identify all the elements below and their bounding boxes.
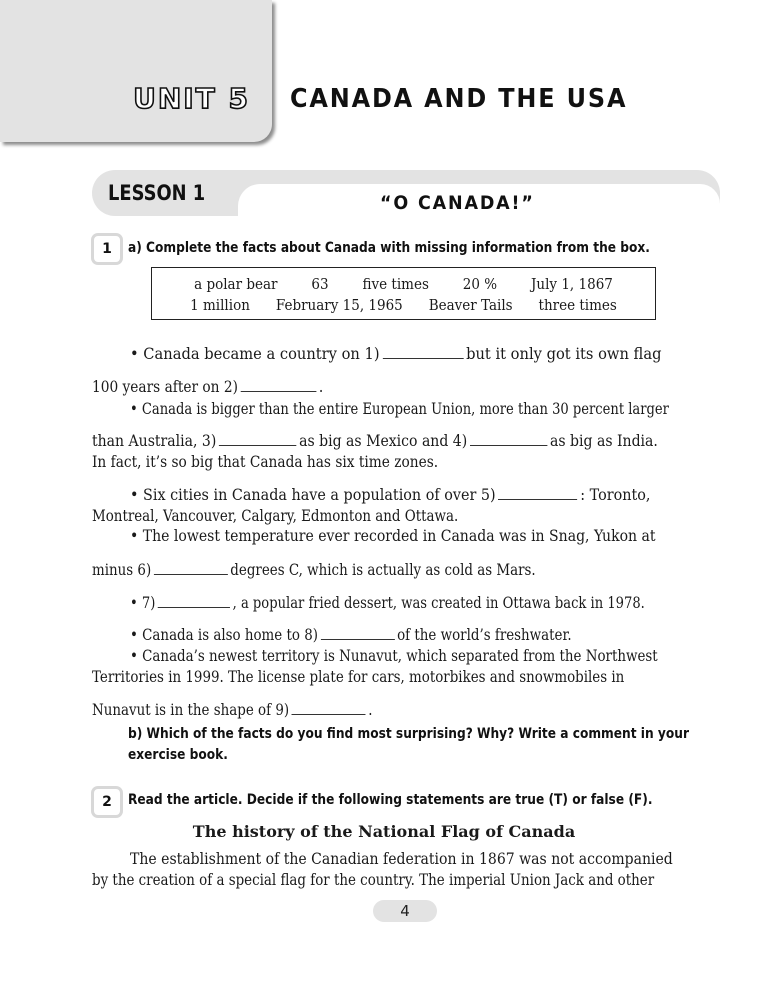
fact-text: • Canada’s newest territory is Nunavut, which separated from the Northwest xyxy=(130,647,658,665)
article-text: The establishment of the Canadian federation in 1867 was not accompanied xyxy=(130,850,673,868)
fact-text: • Six cities in Canada have a population of over 5) xyxy=(130,486,496,504)
fact-line xyxy=(92,701,694,719)
answer-blank-8[interactable] xyxy=(321,638,395,640)
article-line xyxy=(92,871,694,889)
fact-line xyxy=(130,400,732,418)
fact-text: , a popular fried dessert, was created in Ottawa back in 1978. xyxy=(232,594,645,612)
word-option: July 1, 1867 xyxy=(531,275,613,293)
word-option: Beaver Tails xyxy=(428,296,513,314)
fact-text: . xyxy=(368,701,373,719)
fact-line xyxy=(130,486,732,504)
answer-blank-3[interactable] xyxy=(219,444,296,446)
fact-text: • Canada is also home to 8) xyxy=(130,626,318,644)
fact-text: minus 6) xyxy=(92,561,152,579)
fact-text: • Canada became a country on 1) xyxy=(130,345,380,363)
unit-header-tab xyxy=(0,0,272,142)
fact-line xyxy=(130,594,732,612)
exercise-number-badge: 1 xyxy=(91,233,123,265)
part-b-instruction-cont: exercise book. xyxy=(128,747,228,763)
word-option: three times xyxy=(538,296,617,314)
fact-text: of the world’s freshwater. xyxy=(397,626,572,644)
fact-line xyxy=(130,345,720,363)
fact-line xyxy=(92,668,694,686)
answer-blank-5[interactable] xyxy=(498,498,577,500)
word-option: 63 xyxy=(311,275,329,293)
answer-blank-7[interactable] xyxy=(158,606,230,608)
answer-blank-2[interactable] xyxy=(241,390,317,392)
answer-blank-6[interactable] xyxy=(154,573,228,575)
answer-blank-4[interactable] xyxy=(470,444,547,446)
fact-text: degrees C, which is actually as cold as Mars. xyxy=(230,561,536,579)
fact-line xyxy=(130,626,732,644)
fact-text: In fact, it’s so big that Canada has six time zones. xyxy=(92,453,439,471)
fact-text: Nunavut is in the shape of 9) xyxy=(92,701,290,719)
word-box xyxy=(151,267,656,320)
exercise-number-badge: 2 xyxy=(91,786,123,818)
unit-title: CANADA AND THE USA xyxy=(290,84,628,114)
word-box-row xyxy=(177,296,630,314)
fact-text: as big as Mexico and 4) xyxy=(299,432,468,450)
fact-line xyxy=(92,561,694,579)
lesson-label: LESSON 1 xyxy=(108,181,206,205)
fact-text: Montreal, Vancouver, Calgary, Edmonton and Ottawa. xyxy=(92,507,459,525)
article-line xyxy=(130,850,732,868)
fact-text: . xyxy=(318,378,324,396)
fact-line xyxy=(130,527,732,545)
part-b-instruction: b) Which of the facts do you find most surprising? Why? Write a comment in your xyxy=(128,726,689,742)
fact-text: • The lowest temperature ever recorded in Canada was in Snag, Yukon at xyxy=(130,527,656,545)
page-number: 4 xyxy=(373,900,437,922)
lesson-title: “O CANADA!” xyxy=(380,192,535,214)
article-text: by the creation of a special flag for the country. The imperial Union Jack and other xyxy=(92,871,655,889)
article-title: The history of the National Flag of Canada xyxy=(192,822,576,841)
fact-text: : Toronto, xyxy=(580,486,651,504)
exercise-instruction: a) Complete the facts about Canada with missing information from the box. xyxy=(128,240,650,256)
fact-line xyxy=(92,507,694,525)
fact-text: but it only got its own flag xyxy=(466,345,662,363)
answer-blank-1[interactable] xyxy=(382,357,463,359)
word-option: 20 % xyxy=(462,275,498,293)
fact-line xyxy=(92,378,694,396)
fact-text: Territories in 1999. The license plate for cars, motorbikes and snowmobiles in xyxy=(92,668,625,686)
fact-line xyxy=(130,647,732,665)
fact-line xyxy=(92,453,694,471)
fact-text: 100 years after on 2) xyxy=(92,378,238,396)
word-option: 1 million xyxy=(190,296,250,314)
fact-text: as big as India. xyxy=(550,432,658,450)
word-box-row xyxy=(177,275,630,293)
unit-label: UNIT 5 xyxy=(133,82,250,115)
word-option: five times xyxy=(362,275,429,293)
exercise-instruction: Read the article. Decide if the following statements are true (T) or false (F). xyxy=(128,792,653,808)
fact-line xyxy=(92,432,694,450)
fact-text: • 7) xyxy=(130,594,156,612)
word-option: February 15, 1965 xyxy=(275,296,403,314)
fact-text: than Australia, 3) xyxy=(92,432,217,450)
word-option: a polar bear xyxy=(194,275,278,293)
answer-blank-9[interactable] xyxy=(292,713,366,715)
fact-text: • Canada is bigger than the entire European Union, more than 30 percent larger xyxy=(130,400,669,418)
